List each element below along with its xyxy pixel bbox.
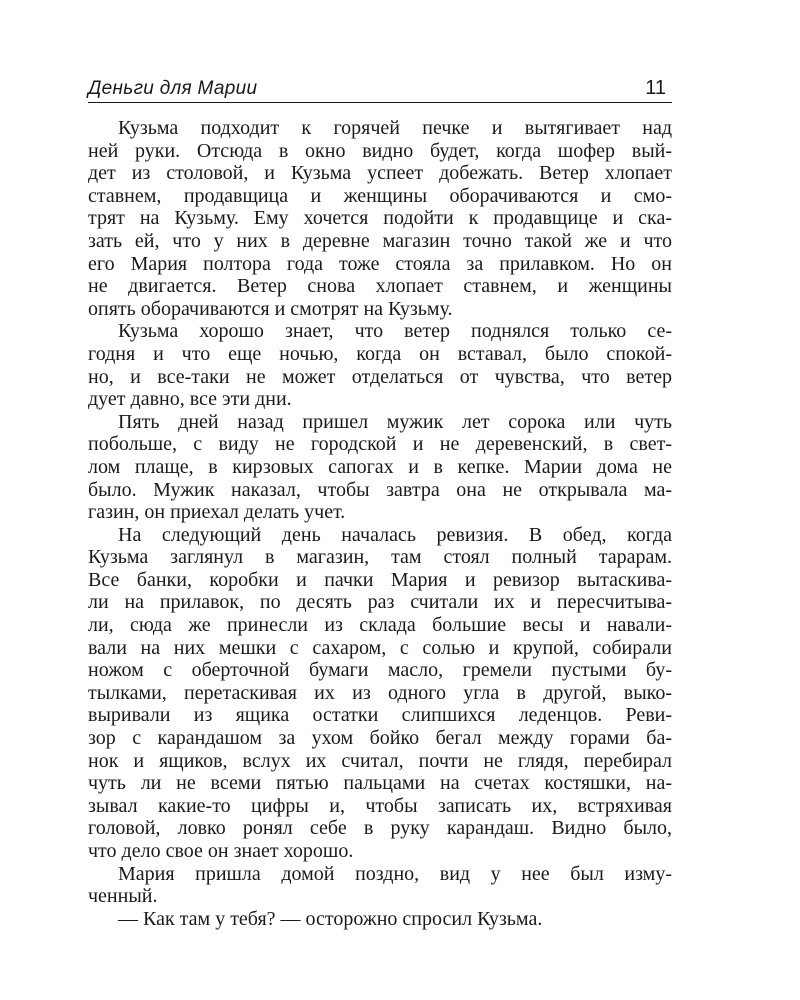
book-page (88, 70, 672, 930)
text-line: Кузьма подходит к горячей печке и вытягивает над (118, 117, 672, 139)
text-line: трят на Кузьму. Ему хочется подойти к продавщице и ска- (88, 207, 672, 230)
text-line: его Мария полтора года тоже стояла за прилавком. Но он (88, 252, 672, 275)
text-line: что дело свое он знает хорошо. (88, 840, 354, 862)
body-text (88, 117, 672, 930)
paragraph (88, 320, 672, 410)
text-line: ли на прилавок, по десять раз считали их и пересчитыва- (88, 591, 672, 614)
paragraph (88, 863, 672, 908)
text-line: На следующий день началась ревизия. В обед, когда (118, 523, 672, 546)
text-line: ли, сюда же принесли из склада большие весы и навали- (88, 614, 672, 637)
text-line: дует давно, все эти дни. (88, 388, 292, 411)
text-line: годня и что еще ночью, когда он вставал, было спокой- (88, 342, 672, 365)
paragraph (88, 411, 672, 524)
paragraph (88, 524, 672, 863)
text-line: Все банки, коробки и пачки Мария и ревизор вытаскива- (88, 568, 672, 591)
text-line: но, и все-таки не может отделаться от чувства, что ветер (88, 365, 672, 388)
text-line: газин, он приехал делать учет. (88, 501, 346, 524)
text-line: дет из столовой, и Кузьма успеет добежать. Ветер хлопает (88, 162, 672, 185)
text-line: нок и ящиков, вслух их считал, почти не глядя, перебирал (88, 749, 672, 772)
text-line: ставнем, продавщица и женщины оборачиваются и смо- (88, 184, 672, 207)
text-line: чуть ли не всеми пятью пальцами на счетах костяшки, на- (88, 772, 672, 795)
text-line: ножом с оберточной бумаги масло, гремели пустыми бу- (88, 659, 672, 682)
text-line: выривали из ящика остатки слипшихся леденцов. Реви- (88, 704, 672, 727)
text-line: головой, ловко ронял себе в руку карандаш. Видно было, (88, 817, 672, 840)
text-line: ченный. (88, 885, 158, 908)
text-line: было. Мужик наказал, чтобы завтра она не открывала ма- (88, 478, 672, 501)
paragraph (88, 908, 672, 931)
text-line: Кузьма хорошо знает, что ветер поднялся только се- (118, 320, 672, 343)
text-line: побольше, с виду не городской и не деревенский, в свет- (88, 433, 672, 456)
text-line: не двигается. Ветер снова хлопает ставнем, и женщины (88, 275, 672, 298)
text-line: Пять дней назад пришел мужик лет сорока или чуть (118, 410, 672, 433)
text-line: Мария пришла домой поздно, вид у нее был изму- (118, 862, 672, 885)
paragraph (88, 117, 672, 320)
running-title: Деньги для Марии (88, 78, 258, 99)
text-line: ней руки. Отсюда в окно видно будет, когда шофер вый- (88, 139, 672, 162)
text-line: — Как там у тебя? — осторожно спросил Кузьма. (118, 907, 543, 930)
text-line: зывал какие-то цифры и, чтобы записать их, встряхивая (88, 794, 672, 817)
text-line: опять оборачиваются и смотрят на Кузьму. (88, 297, 453, 320)
text-line: лом плаще, в кирзовых сапогах и в кепке. Марии дома не (88, 455, 672, 478)
text-line: зать ей, что у них в деревне магазин точно такой же и что (88, 229, 672, 252)
text-line: тылками, перетаскивая их из одного угла в другой, выко- (88, 681, 672, 704)
page-number: 11 (645, 77, 666, 99)
text-line: Кузьма заглянул в магазин, там стоял полный тарарам. (88, 546, 672, 569)
running-header (88, 70, 672, 103)
text-line: зор с карандашом за ухом бойко бегал между горами ба- (88, 727, 672, 750)
text-line: вали на них мешки с сахаром, с солью и крупой, собирали (88, 636, 672, 659)
